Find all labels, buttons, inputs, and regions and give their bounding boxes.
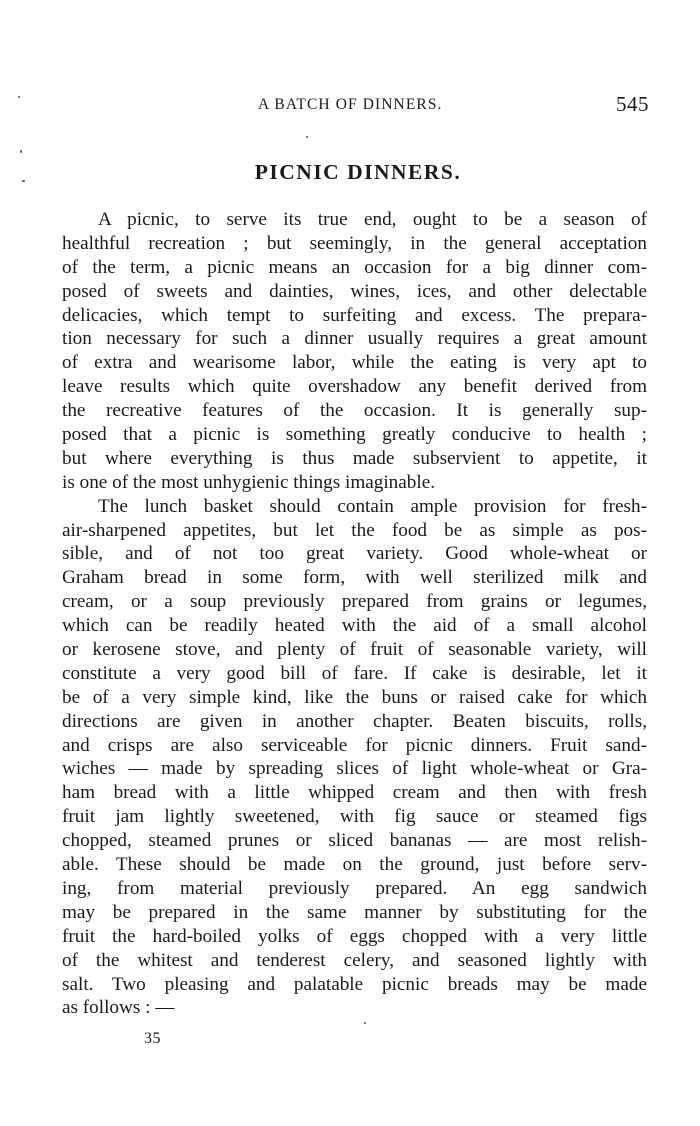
print-speck xyxy=(22,180,25,182)
text-line: chopped, steamed prunes or sliced bananas — are most relish- xyxy=(62,830,647,852)
text-line: sible, and of not too great variety. Good whole-wheat or xyxy=(62,543,647,565)
body-text xyxy=(62,208,647,1020)
text-line: of extra and wearisome labor, while the eating is very apt to xyxy=(62,352,647,374)
text-line: salt. Two pleasing and palatable picnic breads may be made xyxy=(62,973,647,995)
text-line: ham bread with a little whipped cream and then with fresh xyxy=(62,782,647,804)
paragraph-2 xyxy=(62,495,647,1021)
text-line: or kerosene stove, and plenty of fruit of seasonable variety, will xyxy=(62,639,647,661)
text-line: is one of the most unhygienic things imaginable. xyxy=(62,471,436,493)
text-line: of the term, a picnic means an occasion for a big dinner com- xyxy=(62,256,647,278)
text-line: but where everything is thus made subservient to appetite, it xyxy=(62,447,647,469)
text-line: be of a very simple kind, like the buns or raised cake for which xyxy=(62,686,647,708)
text-line: A picnic, to serve its true end, ought to be a season of xyxy=(98,209,647,230)
text-line: air-sharpened appetites, but let the food be as simple as pos- xyxy=(62,519,647,541)
running-title: A BATCH OF DINNERS. xyxy=(258,96,443,113)
page-number: 545 xyxy=(616,92,649,116)
text-line: fruit jam lightly sweetened, with fig sauce or steamed figs xyxy=(62,806,647,828)
text-line: the recreative features of the occasion. It is generally sup- xyxy=(62,400,647,422)
text-line: directions are given in another chapter. Beaten biscuits, rolls, xyxy=(62,710,647,732)
text-line: The lunch basket should contain ample provision for fresh- xyxy=(98,495,647,517)
text-line: cream, or a soup previously prepared from grains or legumes, xyxy=(62,591,647,613)
text-line: may be prepared in the same manner by substituting for the xyxy=(62,901,647,923)
paragraph-1 xyxy=(62,208,647,495)
text-line: wiches — made by spreading slices of light whole-wheat or Gra- xyxy=(62,758,647,780)
text-line: ing, from material previously prepared. An egg sandwich xyxy=(62,877,647,899)
text-line: healthful recreation ; but seemingly, in the general acceptation xyxy=(62,232,647,254)
text-line: delicacies, which tempt to surfeiting and excess. The prepara- xyxy=(62,304,647,326)
text-line: posed that a picnic is something greatly conducive to health ; xyxy=(62,424,647,446)
print-speck xyxy=(18,96,20,98)
text-line: constitute a very good bill of fare. If cake is desirable, let it xyxy=(62,662,647,684)
text-line: fruit the hard-boiled yolks of eggs chopped with a very little xyxy=(62,925,647,947)
text-line: posed of sweets and dainties, wines, ices, and other delectable xyxy=(62,280,647,302)
signature-mark: 35 xyxy=(144,1030,161,1047)
text-line: Graham bread in some form, with well sterilized milk and xyxy=(62,567,647,589)
text-line: as follows : — xyxy=(62,997,175,1019)
text-line: tion necessary for such a dinner usually requires a great amount xyxy=(62,328,647,350)
text-line: of the whitest and tenderest celery, and seasoned lightly with xyxy=(62,949,647,971)
print-speck xyxy=(20,150,22,153)
running-head xyxy=(0,92,700,122)
text-line: able. These should be made on the ground, just before serv- xyxy=(62,854,647,876)
text-line: which can be readily heated with the aid of a small alcohol xyxy=(62,615,647,637)
chapter-title: PICNIC DINNERS. xyxy=(254,160,462,184)
text-line: leave results which quite overshadow any benefit derived from xyxy=(62,376,647,398)
print-speck xyxy=(364,1022,366,1024)
print-speck xyxy=(306,136,308,138)
text-line: and crisps are also serviceable for picnic dinners. Fruit sand- xyxy=(62,734,647,756)
